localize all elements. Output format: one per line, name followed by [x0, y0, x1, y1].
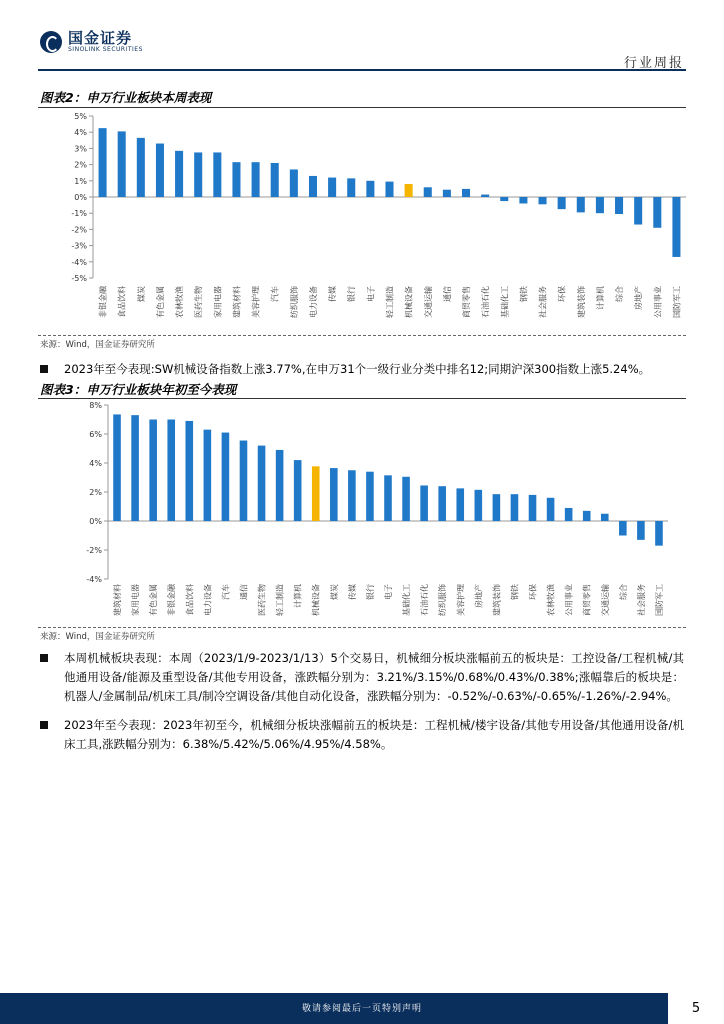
figure3-category-label: 交通运输 [600, 584, 610, 616]
figure2-category-label: 商贸零售 [462, 286, 472, 318]
figure3-bar [475, 490, 483, 521]
figure2-bar [615, 197, 623, 214]
figure2-category-label: 医药生物 [194, 286, 204, 318]
ytd-summary-paragraph [40, 360, 684, 379]
figure2-source: 来源：Wind，国金证券研究所 [40, 340, 155, 350]
figure3-category-label: 房地产 [474, 584, 484, 608]
figure2-category-label: 钢铁 [519, 286, 529, 302]
figure2-y-tick-label: 1% [74, 176, 87, 186]
bullet-square-icon [40, 654, 48, 662]
figure3-bar [131, 415, 139, 521]
figure2-category-label: 环保 [557, 286, 567, 302]
figure3-category-label: 电子 [384, 584, 393, 600]
figure2-y-tick-label: 5% [74, 112, 87, 121]
figure2-bar [366, 181, 374, 197]
figure3-category-label: 建筑材料 [113, 584, 123, 616]
figure3-title: 图表3：申万行业板块年初至今表现 [40, 382, 237, 397]
figure2-category-label: 电力设备 [308, 286, 318, 318]
figure2-category-label: 计算机 [595, 286, 605, 310]
figure2-y-tick-label: -2% [71, 225, 87, 235]
figure2-title: 图表2：申万行业板块本周表现 [40, 90, 212, 105]
footer-disclaimer: 敬请参阅最后一页特别声明 [301, 1004, 422, 1014]
figure3-bar [547, 498, 555, 521]
figure3-category-label: 基础化工 [402, 584, 412, 616]
figure3-y-tick-label: -4% [86, 575, 102, 584]
ytd-summary-text: 2023年至今表现:SW机械设备指数上涨3.77%,在申万31个一级行业分类中排名12;同期沪深300指数上涨5.24%。 [64, 362, 651, 376]
figure2-category-label: 传媒 [328, 286, 338, 302]
figure3-bar [402, 477, 410, 521]
figure2-category-label: 社会服务 [538, 286, 548, 318]
figure2-bar [118, 131, 126, 197]
bullet-square-icon [40, 365, 48, 373]
figure2-category-label: 有色金属 [155, 286, 165, 318]
figure3-category-label: 美容护理 [456, 584, 466, 616]
figure3-bar [149, 420, 157, 522]
figure3-y-tick-label: 8% [89, 401, 102, 410]
figure2-bar [462, 189, 470, 197]
figure2-bar [347, 178, 355, 197]
ytd-subsector-text: 2023年至今表现：2023年初至今，机械细分板块涨幅前五的板块是：工程机械/楼宇设备/其他专用设备/其他通用设备/机床工具,涨跌幅分别为：6.38%/5.42%/5.06%/4.95%/4.58%。 [64, 718, 684, 751]
figure3-category-label: 银行 [365, 584, 375, 600]
figure3-y-tick-label: 6% [89, 430, 102, 439]
weekly-subsector-text: 本周机械板块表现：本周（2023/1/9-2023/1/13）5个交易日，机械细分板块涨幅前五的板块是：工控设备/工程机械/其他通用设备/能源及重型设备/其他专用设备，涨跌幅分别为：3.21%/3.15%/0.68%/0.43%/0.38%;涨幅靠后的板块是：机器人/金属制品/机床工具/制冷空调设备/其他自动化设备，涨跌幅分别为：-0.52%/-0.63%/-0.65%/-1.26%/-2.94%。 [64, 651, 684, 703]
figure2-category-label: 农林牧渔 [175, 286, 185, 318]
figure3-category-label: 钢铁 [510, 584, 520, 600]
figure2-bottom-rule [38, 335, 686, 336]
figure3-category-label: 汽车 [221, 584, 231, 600]
figure3-category-label: 公用事业 [564, 584, 574, 616]
figure2-bar [443, 190, 451, 197]
figure2-bar [194, 152, 202, 197]
figure3-bar [258, 446, 266, 521]
figure3-bar [493, 494, 501, 521]
figure2-bar [213, 152, 221, 197]
figure3-bar [511, 494, 519, 521]
figure3-y-tick-label: 0% [89, 517, 102, 526]
figure2-category-label: 建筑装饰 [576, 286, 586, 318]
figure2-bar [232, 162, 240, 197]
figure2-category-label: 交通运输 [423, 286, 433, 318]
figure3-bar [619, 521, 627, 536]
company-logo [40, 30, 143, 54]
figure2-category-label: 汽车 [270, 286, 280, 302]
ytd-subsector-paragraph [40, 716, 684, 754]
figure2-bar [653, 197, 661, 228]
page-number: 5 [668, 993, 724, 1024]
figure2-category-label: 电子 [366, 286, 376, 302]
figure2-y-tick-label: -5% [71, 274, 87, 283]
weekly-subsector-paragraph [40, 649, 684, 706]
figure2-y-tick-label: -3% [71, 241, 87, 251]
figure3-bar [456, 488, 464, 521]
sinolink-logo-icon [40, 31, 62, 53]
figure3-bar [113, 414, 121, 521]
figure2-bar [405, 184, 413, 197]
figure2-category-label: 美容护理 [251, 286, 261, 318]
figure3-bar [637, 521, 645, 540]
figure3-bar [438, 486, 446, 521]
figure2-bar [271, 163, 279, 197]
figure3-category-label: 有色金属 [149, 584, 159, 616]
figure3-category-label: 国防军工 [654, 584, 664, 616]
figure3-bar [529, 495, 537, 521]
figure3-category-label: 电力设备 [203, 584, 213, 616]
figure3-bar [384, 475, 392, 521]
figure2-category-label: 机械设备 [404, 286, 414, 318]
figure3-bar [276, 450, 284, 521]
figure2-category-label: 基础化工 [500, 285, 510, 318]
figure3-category-label: 轻工制造 [275, 584, 285, 616]
figure2-top-rule [38, 107, 686, 108]
figure2-bar [481, 195, 489, 197]
figure2-bar [137, 138, 145, 197]
figure2-category-label: 建筑材料 [232, 286, 242, 318]
logo-english-name: SINOLINK SECURITIES [68, 46, 143, 53]
figure3-bar [366, 472, 374, 521]
bullet-square-icon [40, 721, 48, 729]
page-footer [0, 993, 724, 1024]
figure3-top-rule [38, 398, 686, 399]
figure3-bar [240, 441, 248, 521]
figure3-category-label: 商贸零售 [582, 584, 592, 616]
figure3-y-tick-label: 4% [89, 459, 102, 468]
figure2-bar [596, 197, 604, 213]
figure2-category-label: 石油石化 [481, 285, 491, 318]
figure2-y-tick-label: 2% [74, 160, 87, 170]
figure2-bar [252, 162, 260, 197]
figure2-bar [99, 128, 107, 197]
figure3-category-label: 医药生物 [257, 584, 267, 616]
figure3-source: 来源：Wind，国金证券研究所 [40, 632, 155, 642]
figure3-bar [583, 511, 591, 521]
figure3-category-label: 纺织服饰 [438, 584, 448, 616]
figure3-category-label: 机械设备 [311, 584, 321, 616]
figure2-bar [156, 144, 164, 197]
figure3-bar [185, 421, 193, 521]
figure2-y-tick-label: 3% [74, 144, 87, 154]
figure3-bar [655, 521, 663, 546]
figure2-y-tick-label: -4% [71, 257, 87, 267]
figure2-category-label: 轻工制造 [385, 286, 395, 318]
figure3-category-label: 食品饮料 [185, 584, 195, 616]
figure3-category-label: 环保 [528, 584, 538, 600]
figure2-bar [424, 187, 432, 197]
figure3-category-label: 综合 [618, 584, 628, 600]
figure2-bar [558, 197, 566, 209]
figure3-category-label: 传媒 [347, 584, 357, 600]
figure3-y-tick-label: -2% [86, 546, 102, 555]
figure2-bar [500, 197, 508, 201]
figure3-category-label: 非银金融 [167, 584, 177, 616]
figure2-category-label: 家用电器 [213, 286, 223, 318]
figure2-bar [328, 178, 336, 197]
figure2-y-tick-label: 0% [74, 193, 87, 202]
figure3-category-label: 通信 [239, 584, 249, 600]
figure3-bar [565, 508, 573, 521]
figure2-y-tick-label: -1% [71, 209, 87, 219]
figure2-category-label: 银行 [347, 286, 357, 302]
figure2-category-label: 公用事业 [653, 286, 663, 318]
figure2-bar [634, 197, 642, 225]
figure3-category-label: 建筑装饰 [492, 584, 502, 616]
figure3-category-label: 计算机 [293, 584, 303, 608]
figure3-bar [330, 468, 338, 521]
figure2-category-label: 通信 [442, 286, 452, 302]
figure3-bar [420, 485, 428, 521]
figure3-bar [312, 466, 320, 521]
figure2-bar [539, 197, 547, 204]
header-divider [38, 69, 686, 71]
figure3-bar [167, 420, 175, 522]
figure2-bar [672, 197, 680, 257]
figure2-bar [175, 151, 183, 197]
figure3-bar [222, 433, 230, 521]
figure3-category-label: 农林牧渔 [546, 584, 556, 616]
figure2-category-label: 食品饮料 [117, 286, 127, 318]
figure2-bar [577, 197, 585, 212]
figure2-category-label: 综合 [615, 286, 625, 302]
figure3-bottom-rule [38, 627, 686, 628]
figure2-bar [309, 176, 317, 197]
figure2-y-tick-label: 4% [74, 128, 87, 138]
figure3-bar [601, 514, 609, 521]
logo-chinese-name: 国金证券 [68, 29, 133, 47]
figure2-category-label: 煤炭 [136, 286, 146, 302]
figure3-category-label: 石油石化 [420, 584, 430, 616]
figure2-category-label: 国防军工 [672, 286, 682, 318]
figure2-bar [290, 169, 298, 197]
figure3-bar [204, 430, 212, 521]
figure3-y-tick-label: 2% [89, 488, 102, 497]
figure3-category-label: 家用电器 [131, 584, 141, 616]
figure3-category-label: 社会服务 [636, 584, 646, 616]
figure2-category-label: 纺织服饰 [289, 286, 299, 318]
figure3-bar [294, 460, 302, 521]
figure2-category-label: 房地产 [634, 286, 644, 310]
report-category: 行业周报 [623, 56, 684, 71]
figure3-category-label: 煤炭 [329, 584, 339, 600]
figure2-category-label: 非银金融 [98, 286, 108, 318]
figure3-bar [348, 470, 356, 521]
figure2-bar [519, 197, 527, 203]
figure2-bar [385, 182, 393, 197]
